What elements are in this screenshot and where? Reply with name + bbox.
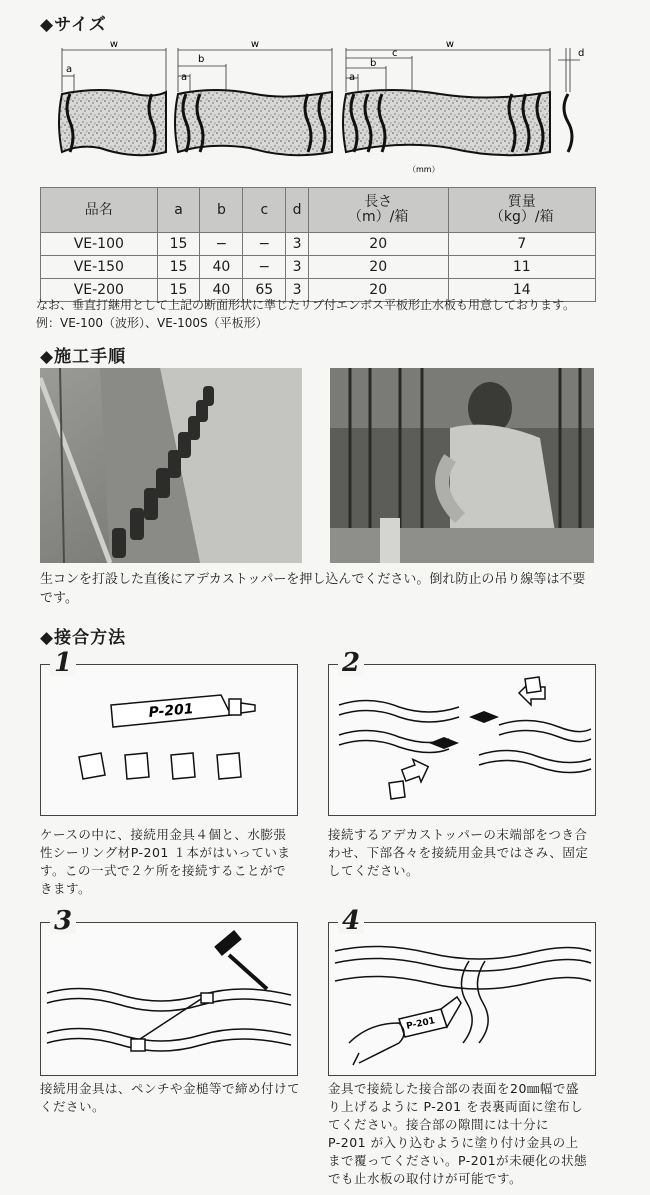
spec-header-cell: c [243, 188, 286, 233]
clip-arrow-icons [389, 677, 545, 799]
dim-a-2: a [181, 72, 188, 83]
spec-table-header [41, 188, 596, 233]
tube-label-4: P-201 [405, 1016, 436, 1032]
spec-cell: 65 [243, 279, 286, 302]
step-2-text: 接続するアデカストッパーの末端部をつき合 わせ、下部各々を接続用金具ではさみ、固定 してください。 [328, 827, 589, 878]
hand-icon [349, 1023, 404, 1065]
step-3-number: 3 [50, 908, 76, 934]
spec-cell: 20 [308, 279, 448, 302]
note-line-2: 例：VE-100（波形）、VE-100S（平板形） [36, 316, 268, 330]
dim-c-3: c [392, 48, 398, 59]
spec-header-cell: b [200, 188, 243, 233]
spec-cell: − [243, 256, 286, 279]
spec-cell: − [243, 233, 286, 256]
spec-cell: 3 [286, 256, 309, 279]
spec-cell: 15 [157, 279, 200, 302]
step-4-text: 金具で接続した接合部の表面を20㎜幅で盛 り上げるように P-201 を表裏両面に塗布し てください。接合部の隙間には十分に P-201 が入り込むように塗り付け金具の上 まで覆ってください。P-201が未硬化の状態 でも止水板の取付けが可能です。 [328, 1081, 588, 1186]
dim-w-2: w [250, 39, 260, 50]
joined-stopper-illustration [47, 988, 291, 1051]
spec-cell: 40 [200, 256, 243, 279]
step-3-text: 接続用金具は、ペンチや金槌等で締め付けて ください。 [40, 1081, 301, 1114]
section-ve150 [175, 39, 332, 155]
connector-clip-icons [79, 753, 241, 779]
spec-cell: 3 [286, 279, 309, 302]
spec-cell: 15 [157, 233, 200, 256]
spec-cell: 7 [448, 233, 595, 256]
section-thickness [558, 48, 584, 152]
dim-w-3: w [445, 39, 455, 50]
cross-section-diagram [40, 36, 600, 176]
step-1-box [40, 664, 298, 816]
spec-cell: 3 [286, 233, 309, 256]
step-3-box [40, 922, 298, 1076]
stopper-ends-illustration [339, 700, 591, 772]
spec-cell: 15 [157, 256, 200, 279]
spec-cell: VE-100 [41, 233, 158, 256]
step-1-text: ケースの中に、接続用金具４個と、水膨張 性シーリング材P-201 １本がはいっていま す。この一式で２ケ所を接続することがで きます。 [40, 827, 291, 896]
construction-caption-2: です。 [40, 591, 78, 606]
spec-cell: 20 [308, 233, 448, 256]
construction-heading: ◆施工手順 [40, 347, 127, 367]
spec-cell: − [200, 233, 243, 256]
sealant-tube-icon [399, 997, 461, 1037]
spec-cell: 40 [200, 279, 243, 302]
joining-heading: ◆接合方法 [40, 628, 127, 648]
spec-cell: 20 [308, 256, 448, 279]
sealing-illustration [335, 946, 591, 1043]
dim-a-1: a [66, 64, 73, 75]
dim-d: d [578, 48, 585, 59]
spec-cell: VE-150 [41, 256, 158, 279]
spec-header-cell: 質量 （kg）/箱 [448, 188, 595, 233]
spec-header-cell: 品名 [41, 188, 158, 233]
step-1-number: 1 [50, 650, 76, 676]
spec-cell: VE-200 [41, 279, 158, 302]
section-ve200 [343, 39, 550, 155]
photo-pressing-stopper [40, 368, 302, 563]
note-line-1: なお、垂直打継用として上記の断面形状に準じたリブ付エンボス平板形止水板も用意しております。 [36, 298, 576, 312]
step-4-number: 4 [338, 908, 364, 934]
step-2-box [328, 664, 596, 816]
construction-caption-1: 生コンを打設した直後にアデカストッパーを押し込んでください。倒れ防止の吊り線等は不要 [40, 572, 586, 587]
spec-header-cell: 長さ （m）/箱 [308, 188, 448, 233]
dim-a-3: a [349, 72, 356, 83]
spec-table [40, 187, 596, 302]
dim-b-2: b [198, 54, 205, 65]
spec-header-cell: a [157, 188, 200, 233]
step-4-box [328, 922, 596, 1076]
section-ve100 [59, 39, 166, 155]
sealant-tube-icon [111, 695, 255, 727]
dim-b-3: b [370, 58, 377, 69]
spec-cell: 11 [448, 256, 595, 279]
spec-table-row [41, 233, 596, 256]
size-heading: ◆サイズ [40, 15, 107, 35]
step-2-number: 2 [338, 650, 364, 676]
spec-header-cell: d [286, 188, 309, 233]
unit-label: （mm） [408, 165, 440, 174]
dim-w-1: w [109, 39, 119, 50]
tube-label-1: P-201 [147, 701, 195, 721]
spec-cell: 14 [448, 279, 595, 302]
hammer-icon [214, 930, 267, 989]
photo-worker-installing [330, 368, 594, 563]
spec-table-row [41, 256, 596, 279]
arrow-icons [429, 711, 499, 749]
